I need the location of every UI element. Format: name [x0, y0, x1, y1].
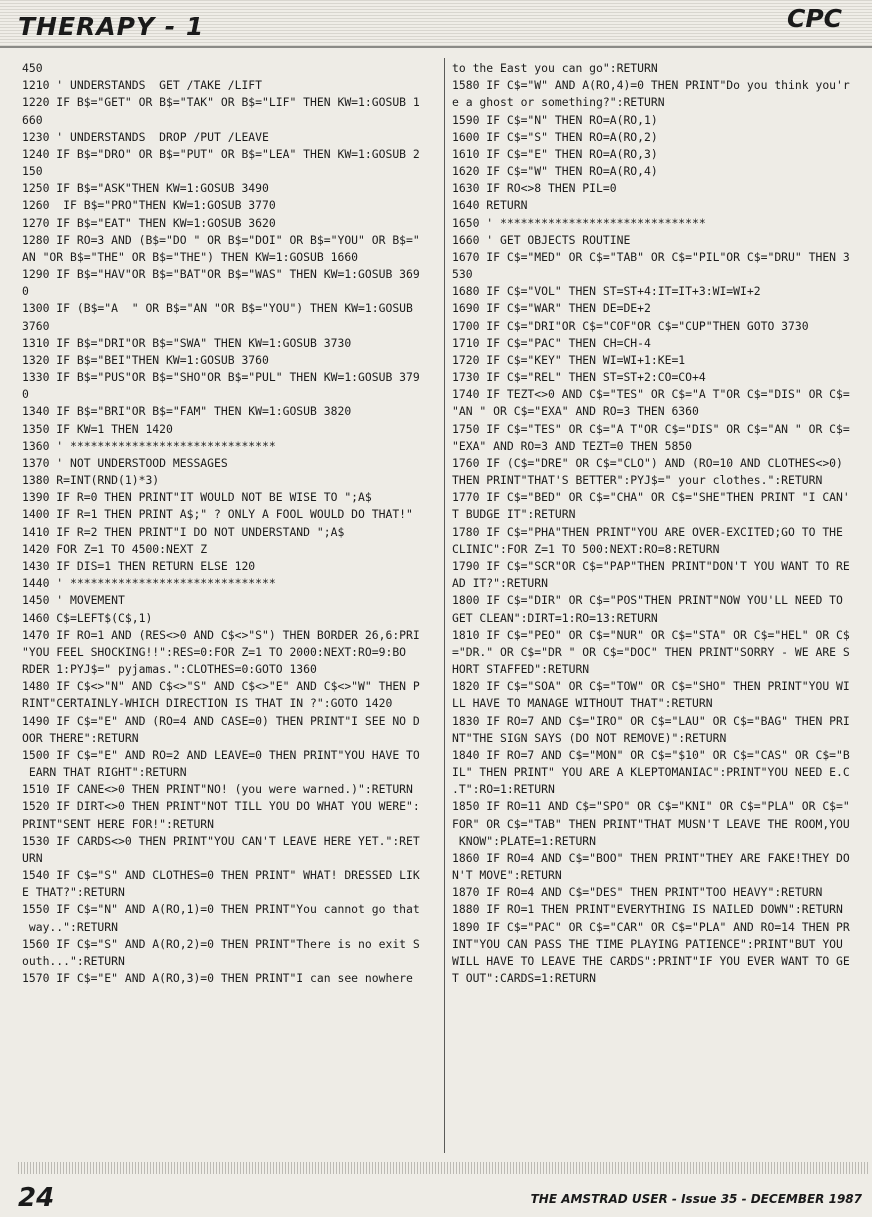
- code-line: 150: [22, 164, 43, 179]
- code-line: 1610 IF C$="E" THEN RO=A(RO,3): [452, 146, 658, 161]
- code-line: INT"YOU CAN PASS THE TIME PLAYING PATIENCE":PRINT"BUT YOU: [452, 936, 843, 951]
- code-line: KNOW":PLATE=1:RETURN: [452, 833, 597, 848]
- code-line: 1710 IF C$="PAC" THEN CH=CH-4: [452, 335, 651, 350]
- code-line: WILL HAVE TO LEAVE THE CARDS":PRINT"IF YOU EVER WANT TO GE: [452, 953, 850, 968]
- code-line: 1860 IF RO=4 AND C$="BOO" THEN PRINT"THEY ARE FAKE!THEY DO: [452, 850, 850, 865]
- code-line: ="DR." OR C$="DR " OR C$="DOC" THEN PRINT"SORRY - WE ARE S: [452, 644, 850, 659]
- code-line: E THAT?":RETURN: [22, 885, 125, 900]
- code-line: PRINT"SENT HERE FOR!":RETURN: [22, 816, 215, 831]
- code-line: 1870 IF RO=4 AND C$="DES" THEN PRINT"TOO HEAVY":RETURN: [452, 885, 823, 900]
- code-line: 1560 IF C$="S" AND A(RO,2)=0 THEN PRINT"There is no exit S: [22, 936, 420, 951]
- code-line: 1400 IF R=1 THEN PRINT A$;" ? ONLY A FOOL WOULD DO THAT!": [22, 507, 413, 522]
- code-line: 1220 IF B$="GET" OR B$="TAK" OR B$="LIF" THEN KW=1:GOSUB 1: [22, 95, 420, 110]
- code-line: 1380 R=INT(RND(1)*3): [22, 473, 160, 488]
- code-line: 1700 IF C$="DRI"OR C$="COF"OR C$="CUP"THEN GOTO 3730: [452, 318, 809, 333]
- code-line: to the East you can go":RETURN: [452, 61, 658, 75]
- code-line: 1680 IF C$="VOL" THEN ST=ST+4:IT=IT+3:WI=WI+2: [452, 284, 761, 299]
- code-line: "YOU FEEL SHOCKING!!":RES=0:FOR Z=1 TO 2000:NEXT:RO=9:BO: [22, 644, 407, 659]
- code-line: 1800 IF C$="DIR" OR C$="POS"THEN PRINT"NOW YOU'LL NEED TO: [452, 593, 843, 608]
- platform-tag: CPC: [786, 4, 842, 33]
- code-line: 1630 IF RO<>8 THEN PIL=0: [452, 181, 617, 196]
- code-line: 1770 IF C$="BED" OR C$="CHA" OR C$="SHE"THEN PRINT "I CAN': [452, 490, 850, 505]
- code-line: 1420 FOR Z=1 TO 4500:NEXT Z: [22, 541, 208, 556]
- code-line: outh...":RETURN: [22, 953, 125, 968]
- code-line: 1740 IF TEZT<>0 AND C$="TES" OR C$="A T"OR C$="DIS" OR C$=: [452, 387, 850, 402]
- code-line: 1620 IF C$="W" THEN RO=A(RO,4): [452, 164, 658, 179]
- code-line: 1240 IF B$="DRO" OR B$="PUT" OR B$="LEA" THEN KW=1:GOSUB 2: [22, 146, 420, 161]
- code-line: way..":RETURN: [22, 919, 119, 934]
- code-line: 1760 IF (C$="DRE" OR C$="CLO") AND (RO=10 AND CLOTHES<>0): [452, 455, 843, 470]
- code-line: RDER 1:PYJ$=" pyjamas.":CLOTHES=0:GOTO 1360: [22, 662, 317, 677]
- code-line: 1480 IF C$<>"N" AND C$<>"S" AND C$<>"E" AND C$<>"W" THEN P: [22, 679, 420, 694]
- code-line: 1340 IF B$="BRI"OR B$="FAM" THEN KW=1:GOSUB 3820: [22, 404, 352, 419]
- code-line: OOR THERE":RETURN: [22, 730, 139, 745]
- code-line: 1470 IF RO=1 AND (RES<>0 AND C$<>"S") THEN BORDER 26,6:PRI: [22, 627, 420, 642]
- code-line: 1320 IF B$="BEI"THEN KW=1:GOSUB 3760: [22, 352, 269, 367]
- code-line: 1530 IF CARDS<>0 THEN PRINT"YOU CAN'T LEAVE HERE YET.":RET: [22, 833, 420, 848]
- code-line: 1500 IF C$="E" AND RO=2 AND LEAVE=0 THEN PRINT"YOU HAVE TO: [22, 747, 420, 762]
- code-line: 1460 C$=LEFT$(C$,1): [22, 610, 153, 625]
- code-line: "EXA" AND RO=3 AND TEZT=0 THEN 5850: [452, 438, 693, 453]
- code-line: 1550 IF C$="N" AND A(RO,1)=0 THEN PRINT"You cannot go that: [22, 902, 420, 917]
- code-line: NT"THE SIGN SAYS (DO NOT REMOVE)":RETURN: [452, 730, 727, 745]
- code-line: 1360 ' ******************************: [22, 438, 276, 453]
- code-line: "AN " OR C$="EXA" AND RO=3 THEN 6360: [452, 404, 699, 419]
- code-line: 1670 IF C$="MED" OR C$="TAB" OR C$="PIL"OR C$="DRU" THEN 3: [452, 249, 850, 264]
- code-line: 1270 IF B$="EAT" THEN KW=1:GOSUB 3620: [22, 215, 276, 230]
- page-number: 24: [18, 1183, 55, 1213]
- code-line: N'T MOVE":RETURN: [452, 868, 562, 883]
- code-line: 1600 IF C$="S" THEN RO=A(RO,2): [452, 129, 658, 144]
- column-divider: [444, 58, 445, 1153]
- code-line: 1310 IF B$="DRI"OR B$="SWA" THEN KW=1:GOSUB 3730: [22, 335, 352, 350]
- code-line: 1510 IF CANE<>0 THEN PRINT"NO! (you were warned.)":RETURN: [22, 782, 413, 797]
- code-line: .T":RO=1:RETURN: [452, 782, 555, 797]
- code-line: CLINIC":FOR Z=1 TO 500:NEXT:RO=8:RETURN: [452, 541, 720, 556]
- code-line: 1570 IF C$="E" AND A(RO,3)=0 THEN PRINT"I can see nowhere: [22, 971, 413, 986]
- code-line: 1520 IF DIRT<>0 THEN PRINT"NOT TILL YOU DO WHAT YOU WERE":: [22, 799, 420, 814]
- code-line: 1720 IF C$="KEY" THEN WI=WI+1:KE=1: [452, 352, 686, 367]
- code-line: EARN THAT RIGHT":RETURN: [22, 765, 187, 780]
- code-line: 1300 IF (B$="A " OR B$="AN "OR B$="YOU") THEN KW=1:GOSUB: [22, 301, 413, 316]
- code-line: 1660 ' GET OBJECTS ROUTINE: [452, 232, 631, 247]
- code-line: e a ghost or something?":RETURN: [452, 95, 665, 110]
- code-line: 0: [22, 284, 29, 299]
- code-line: 1450 ' MOVEMENT: [22, 593, 125, 608]
- code-line: GET CLEAN":DIRT=1:RO=13:RETURN: [452, 610, 658, 625]
- code-line: 1890 IF C$="PAC" OR C$="CAR" OR C$="PLA" AND RO=14 THEN PR: [452, 919, 850, 934]
- code-line: 1750 IF C$="TES" OR C$="A T"OR C$="DIS" OR C$="AN " OR C$=: [452, 421, 850, 436]
- code-line: 1290 IF B$="HAV"OR B$="BAT"OR B$="WAS" THEN KW=1:GOSUB 369: [22, 267, 420, 282]
- code-line: AN "OR B$="THE" OR B$="THE") THEN KW=1:GOSUB 1660: [22, 249, 359, 264]
- code-line: 530: [452, 267, 473, 282]
- code-line: 1330 IF B$="PUS"OR B$="SHO"OR B$="PUL" THEN KW=1:GOSUB 379: [22, 370, 420, 385]
- code-line: 660: [22, 112, 43, 127]
- code-line: 1540 IF C$="S" AND CLOTHES=0 THEN PRINT" WHAT! DRESSED LIK: [22, 868, 420, 883]
- code-line: 3760: [22, 318, 50, 333]
- code-line: 1790 IF C$="SCR"OR C$="PAP"THEN PRINT"DON'T YOU WANT TO RE: [452, 558, 850, 573]
- code-line: 1850 IF RO=11 AND C$="SPO" OR C$="KNI" OR C$="PLA" OR C$=": [452, 799, 850, 814]
- code-line: LL HAVE TO MANAGE WITHOUT THAT":RETURN: [452, 696, 713, 711]
- code-line: 1780 IF C$="PHA"THEN PRINT"YOU ARE OVER-EXCITED;GO TO THE: [452, 524, 843, 539]
- code-line: 1730 IF C$="REL" THEN ST=ST+2:CO=CO+4: [452, 370, 706, 385]
- code-line: 1430 IF DIS=1 THEN RETURN ELSE 120: [22, 558, 256, 573]
- article-title: THERAPY - 1: [18, 12, 205, 41]
- code-line: 1840 IF RO=7 AND C$="MON" OR C$="$10" OR C$="CAS" OR C$="B: [452, 747, 850, 762]
- code-line: 1830 IF RO=7 AND C$="IRO" OR C$="LAU" OR C$="BAG" THEN PRI: [452, 713, 850, 728]
- code-line: 1390 IF R=0 THEN PRINT"IT WOULD NOT BE WISE TO ";A$: [22, 490, 372, 505]
- code-line: 0: [22, 387, 29, 402]
- publication-footer: THE AMSTRAD USER - Issue 35 - DECEMBER 1987: [530, 1192, 862, 1206]
- code-line: FOR" OR C$="TAB" THEN PRINT"THAT MUSN'T LEAVE THE ROOM,YOU: [452, 816, 850, 831]
- code-line: HORT STAFFED":RETURN: [452, 662, 590, 677]
- listing-column-right: [452, 60, 870, 1150]
- code-line: IL" THEN PRINT" YOU ARE A KLEPTOMANIAC":PRINT"YOU NEED E.C: [452, 765, 850, 780]
- code-line: 1250 IF B$="ASK"THEN KW=1:GOSUB 3490: [22, 181, 269, 196]
- code-line: 1580 IF C$="W" AND A(RO,4)=0 THEN PRINT"Do you think you'r: [452, 78, 850, 93]
- code-line: 1640 RETURN: [452, 198, 528, 213]
- code-line: URN: [22, 850, 43, 865]
- code-line: T OUT":CARDS=1:RETURN: [452, 971, 597, 986]
- code-line: THEN PRINT"THAT'S BETTER":PYJ$=" your clothes.":RETURN: [452, 473, 823, 488]
- code-line: 1490 IF C$="E" AND (RO=4 AND CASE=0) THEN PRINT"I SEE NO D: [22, 713, 420, 728]
- code-line: 1410 IF R=2 THEN PRINT"I DO NOT UNDERSTAND ";A$: [22, 524, 345, 539]
- code-line: 1280 IF RO=3 AND (B$="DO " OR B$="DOI" OR B$="YOU" OR B$=": [22, 232, 420, 247]
- code-line: 1440 ' ******************************: [22, 576, 276, 591]
- code-line: 1370 ' NOT UNDERSTOOD MESSAGES: [22, 455, 228, 470]
- footer-band: [18, 1162, 868, 1174]
- code-line: 1690 IF C$="WAR" THEN DE=DE+2: [452, 301, 651, 316]
- code-line: AD IT?":RETURN: [452, 576, 549, 591]
- code-line: 1590 IF C$="N" THEN RO=A(RO,1): [452, 112, 658, 127]
- code-line: 1350 IF KW=1 THEN 1420: [22, 421, 173, 436]
- code-line: 1880 IF RO=1 THEN PRINT"EVERYTHING IS NAILED DOWN":RETURN: [452, 902, 843, 917]
- listing-column-left: [22, 60, 436, 1150]
- code-line: 1820 IF C$="SOA" OR C$="TOW" OR C$="SHO" THEN PRINT"YOU WI: [452, 679, 850, 694]
- code-line: 1650 ' ******************************: [452, 215, 706, 230]
- code-line: RINT"CERTAINLY-WHICH DIRECTION IS THAT IN ?":GOTO 1420: [22, 696, 393, 711]
- code-line: T BUDGE IT":RETURN: [452, 507, 576, 522]
- code-line: 450: [22, 61, 43, 75]
- code-line: 1260 IF B$="PRO"THEN KW=1:GOSUB 3770: [22, 198, 276, 213]
- code-line: 1810 IF C$="PEO" OR C$="NUR" OR C$="STA" OR C$="HEL" OR C$: [452, 627, 850, 642]
- code-line: 1230 ' UNDERSTANDS DROP /PUT /LEAVE: [22, 129, 269, 144]
- code-line: 1210 ' UNDERSTANDS GET /TAKE /LIFT: [22, 78, 263, 93]
